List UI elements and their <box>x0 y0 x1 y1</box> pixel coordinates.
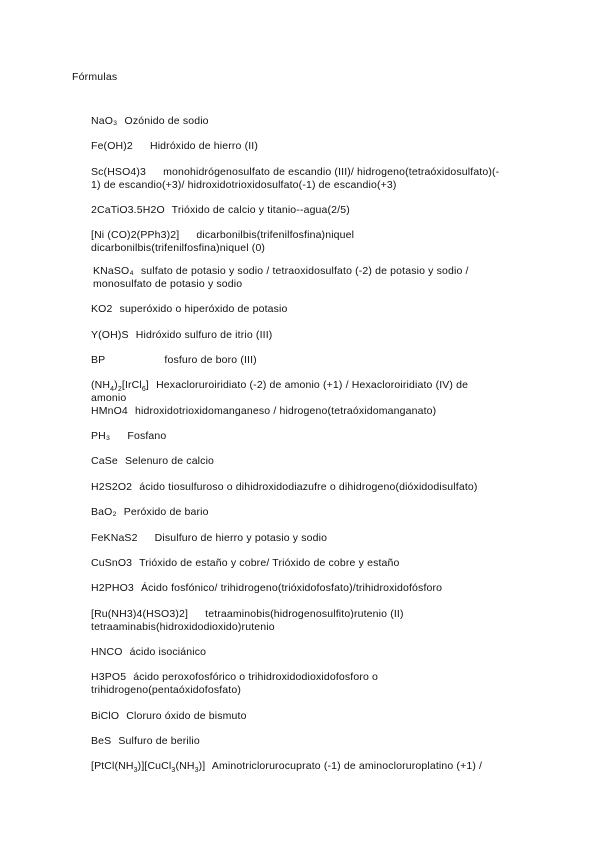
compound-name: ácido isociánico <box>129 646 207 658</box>
compound-name: hidroxidotrioxidomanganeso / hidrogeno(tetraóxidomanganato) <box>135 405 437 417</box>
formula-entry <box>91 140 503 153</box>
formula-entry <box>91 166 503 192</box>
formula: HNCO <box>91 646 123 658</box>
formula-entry <box>91 735 503 748</box>
compound-name: Cloruro óxido de bismuto <box>126 710 247 722</box>
compound-name: Selenuro de calcio <box>124 455 215 467</box>
compound-name: monohidrógenosulfato de escandio (III)/ hidrogeno(tetraóxidosulfato)(- 1) de escandio(+3)/ hidroxidotrioxidosulfato(-1) de escandio(+3) <box>91 166 500 191</box>
compound-name: dicarbonilbis(trifenilfosfina)niquel dicarbonilbis(trifenilfosfina)niquel (0) <box>91 229 355 254</box>
formula-entry <box>91 303 503 316</box>
formula-entry <box>91 582 503 595</box>
compound-name: Sulfuro de berilio <box>118 735 200 747</box>
formula: $(NH_4)_2[IrCl_6]$ <box>91 379 149 394</box>
compound-name: Peróxido de bario <box>123 506 209 518</box>
formula-entry <box>91 557 503 570</box>
formula: KO2 <box>91 303 113 315</box>
compound-name: fosfuro de boro (III) <box>164 354 257 366</box>
formula: HMnO4 <box>91 405 128 417</box>
formula: H2S2O2 <box>91 481 133 493</box>
formula-entry <box>91 329 503 342</box>
formula-entry <box>91 405 503 418</box>
formula: BiClO <box>91 710 120 722</box>
formula: BeS <box>91 735 112 747</box>
compound-name: Ácido fosfónico/ trihidrogeno(trióxidofosfato)/trihidroxidofósforo <box>141 582 443 594</box>
formula: 2CaTiO3.5H2O <box>91 204 165 216</box>
compound-name: Hidróxido sulfuro de itrio (III) <box>135 329 273 341</box>
formula-entry <box>91 430 503 443</box>
formula-entry <box>91 671 411 697</box>
formula-entry <box>91 229 503 255</box>
formula: CuSnO3 <box>91 557 133 569</box>
formula-entry <box>91 646 503 659</box>
formula-entry <box>91 608 503 634</box>
formula-entry <box>91 455 503 468</box>
formula: Fe(OH)2 <box>91 140 133 152</box>
formula-entry <box>91 379 503 405</box>
compound-name: Trióxido de estaño y cobre/ Trióxido de cobre y estaño <box>139 557 400 569</box>
formula-entry <box>91 204 503 217</box>
compound-name: Trióxido de calcio y titanio--agua(2/5) <box>171 204 350 216</box>
formula-entry <box>91 760 531 773</box>
compound-name: tetraaminobis(hidrogenosulfito)rutenio (II) tetraaminabis(hidroxidodioxido)rutenio <box>91 608 404 633</box>
formula: [Ni (CO)2(PPh3)2] <box>91 229 180 241</box>
formula-entry <box>91 115 503 128</box>
compound-name: ácido tiosulfuroso o dihidroxidodiazufre o dihidrogeno(dióxidodisulfato) <box>139 481 478 493</box>
formula: H2PHO3 <box>91 582 134 594</box>
compound-name: superóxido o hiperóxido de potasio <box>119 303 288 315</box>
compound-name: sulfato de potasio y sodio / tetraoxidosulfato (-2) de potasio y sodio / monosulfato de potasio y sodio <box>93 265 469 290</box>
formula: BP <box>91 354 106 366</box>
formula: PH₃ <box>91 430 111 442</box>
formula: FeKNaS2 <box>91 532 138 544</box>
compound-name: Fosfano <box>127 430 167 442</box>
formula: Y(OH)S <box>91 329 129 341</box>
compound-name: Aminotriclorurocuprato (-1) de aminocloruroplatino (+1) / <box>211 760 483 772</box>
formula: [Ru(NH3)4(HSO3)2] <box>91 608 189 620</box>
formula-entry <box>91 710 503 723</box>
formula-entry <box>91 481 503 494</box>
formula: BaO₂ <box>91 506 117 518</box>
compound-name: ácido peroxofosfórico o trihidroxidodioxidofosforo o trihidrogeno(pentaóxidofosfato) <box>91 671 379 696</box>
formula: NaO₃ <box>91 115 118 127</box>
formula-entry <box>91 354 503 367</box>
compound-name: Hexacloruroiridiato (-2) de amonio (+1) / Hexacloroiridiato (IV) de amonio <box>91 379 469 404</box>
formula-entry <box>91 532 503 545</box>
formula-entry <box>93 265 505 291</box>
page-title: Fórmulas <box>72 71 118 83</box>
compound-name: Hidróxido de hierro (II) <box>149 140 259 152</box>
formula-entry <box>91 506 503 519</box>
compound-name: Ozónido de sodio <box>124 115 209 127</box>
formula: H3PO5 <box>91 671 127 683</box>
formula: KNaSO₄ <box>93 265 134 277</box>
formula: Sc(HSO4)3 <box>91 166 147 178</box>
formula: CaSe <box>91 455 118 467</box>
compound-name: Disulfuro de hierro y potasio y sodio <box>154 532 328 544</box>
formula: $[PtCl(NH_3)][CuCl_3(NH_3)]$ <box>91 760 206 775</box>
